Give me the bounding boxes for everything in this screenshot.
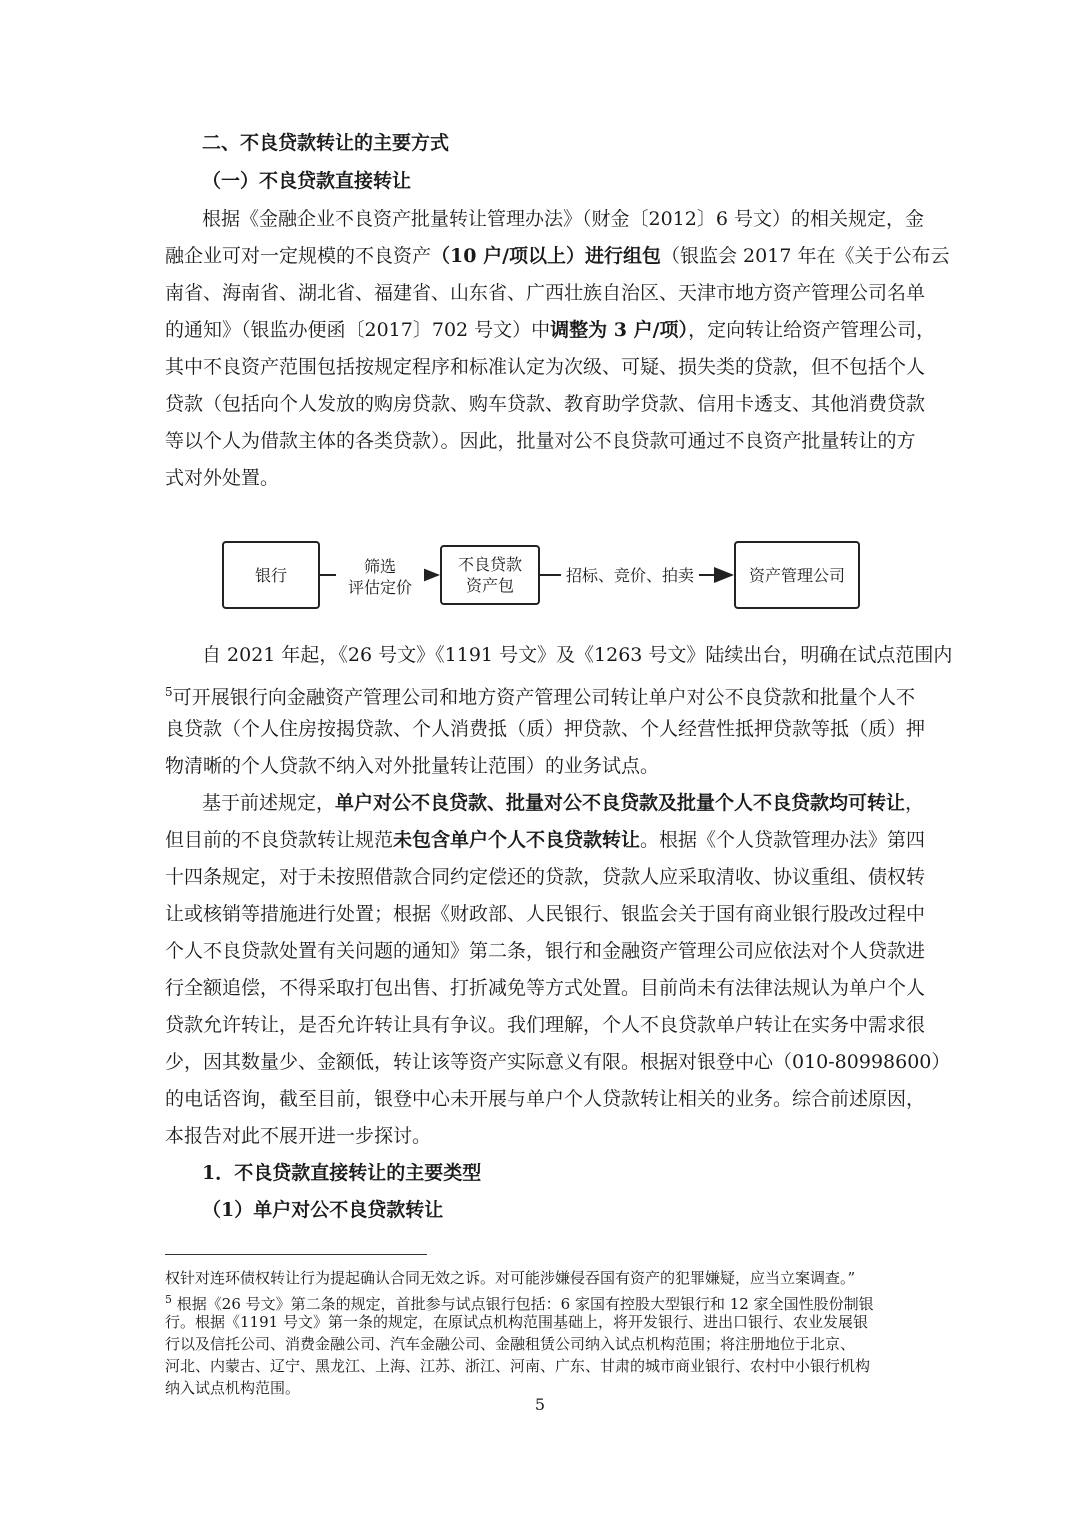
tender-label: 招标、竞价、拍卖 bbox=[561, 565, 699, 586]
text-line: 其中不良资产范围包括按规定程序和标准认定为次级、可疑、损失类的贷款，但不包括个人 bbox=[165, 356, 926, 378]
footnote-divider bbox=[165, 1254, 427, 1255]
text-line: 等以个人为借款主体的各类贷款）。因此，批量对公不良贷款可通过不良资产批量转让的方 bbox=[165, 430, 916, 452]
text-line: 行全额追偿，不得采取打包出售、打折减免等方式处置。目前尚未有法律法规认为单户个人 bbox=[165, 977, 926, 999]
text-line: $^5$可开展银行向金融资产管理公司和地方资产管理公司转让单户对公不良贷款和批量个人不 bbox=[165, 685, 915, 709]
footnote-5: $^5$ 根据《26 号文》第二条的规定，首批参与试点银行包括：6 家国有控股大型银行和 12 家全国性股份制银 bbox=[165, 1293, 874, 1313]
footnote-continuation: 权针对连环债权转让行为提起确认合同无效之诉。对可能涉嫌侵吞国有资产的犯罪嫌疑，应当立案调查。” bbox=[165, 1269, 856, 1287]
text-line: 物清晰的个人贷款不纳入对外批量转让范围）的业务试点。 bbox=[165, 755, 660, 777]
bold-text: （10 户/项以上）进行组包 bbox=[431, 245, 662, 267]
text-line: 式对外处置。 bbox=[165, 467, 280, 489]
text-line: 让或核销等措施进行处置；根据《财政部、人民银行、银监会关于国有商业银行股改过程中 bbox=[165, 903, 926, 925]
numbered-heading: 1．不良贷款直接转让的主要类型 bbox=[202, 1162, 482, 1184]
section-heading: 二、不良贷款转让的主要方式 bbox=[202, 132, 450, 154]
screening-label: 筛选 评估定价 bbox=[336, 556, 424, 598]
text-line: 贷款（包括向个人发放的购房贷款、购车贷款、教育助学贷款、信用卡透支、其他消费贷款 bbox=[165, 393, 926, 415]
footnote-line: 行以及信托公司、消费金融公司、汽车金融公司、金融租赁公司纳入试点机构范围；将注册地位于北京、 bbox=[165, 1335, 856, 1353]
footnote-line: 行。根据《1191 号文》第一条的规定，在原试点机构范围基础上，将开发银行、进出口银行、农业发展银 bbox=[165, 1313, 868, 1331]
text-line: 的电话咨询，截至目前，银登中心未开展与单户个人贷款转让相关的业务。综合前述原因， bbox=[165, 1088, 926, 1110]
footnote-ref[interactable]: 5 bbox=[165, 685, 173, 699]
text-line: 个人不良贷款处置有关问题的通知》第二条，银行和金融资产管理公司应依法对个人贷款进 bbox=[165, 940, 926, 962]
bold-text: 调整为 3 户/项） bbox=[550, 319, 689, 341]
text-line: 融企业可对一定规模的不良资产（10 户/项以上）进行组包（银监会 2017 年在《关于公布云 bbox=[165, 245, 950, 267]
footnote-mark: 5 bbox=[165, 1293, 172, 1306]
text-line: 十四条规定，对于未按照借款合同约定偿还的贷款，贷款人应采取清收、协议重组、债权转 bbox=[165, 866, 926, 888]
text-line: 的通知》（银监办便函〔2017〕702 号文）中调整为 3 户/项），定向转让给资产管理公司， bbox=[165, 319, 936, 341]
text-line: 良贷款（个人住房按揭贷款、个人消费抵（质）押贷款、个人经营性抵押贷款等抵（质）押 bbox=[165, 718, 926, 740]
page-number: 5 bbox=[534, 1395, 546, 1414]
bank-box: 银行 bbox=[222, 541, 320, 609]
text-line: 南省、海南省、湖北省、福建省、山东省、广西壮族自治区、天津市地方资产管理公司名单 bbox=[165, 282, 926, 304]
amc-box: 资产管理公司 bbox=[734, 541, 860, 609]
text-line: 根据《金融企业不良资产批量转让管理办法》（财金〔2012〕6 号文）的相关规定，金 bbox=[202, 208, 924, 230]
text-line: 本报告对此不展开进一步探讨。 bbox=[165, 1125, 432, 1147]
bold-text: 未包含单户个人不良贷款转让 bbox=[393, 829, 641, 851]
text-line: 自 2021 年起，《26 号文》《1191 号文》及《1263 号文》陆续出台，明确在试点范围内 bbox=[202, 644, 953, 666]
footnote-line: 河北、内蒙古、辽宁、黑龙江、上海、江苏、浙江、河南、广东、甘肃的城市商业银行、农村中小银行机构 bbox=[165, 1357, 871, 1375]
footnote-line: 纳入试点机构范围。 bbox=[165, 1379, 301, 1397]
asset-package-box: 不良贷款 资产包 bbox=[440, 545, 540, 605]
subsection-heading: （一）不良贷款直接转让 bbox=[202, 170, 412, 192]
text-line: 少，因其数量少、金额低，转让该等资产实际意义有限。根据对银登中心（010-80998600） bbox=[165, 1051, 951, 1073]
bold-text: 单户对公不良贷款、批量对公不良贷款及批量个人不良贷款均可转让 bbox=[335, 792, 906, 814]
text-line: 基于前述规定，单户对公不良贷款、批量对公不良贷款及批量个人不良贷款均可转让， bbox=[202, 792, 925, 814]
text-line: 贷款允许转让，是否允许转让具有争议。我们理解，个人不良贷款单户转让在实务中需求很 bbox=[165, 1014, 926, 1036]
numbered-subheading: （1）单户对公不良贷款转让 bbox=[202, 1199, 444, 1221]
text-line: 但目前的不良贷款转让规范未包含单户个人不良贷款转让。根据《个人贷款管理办法》第四 bbox=[165, 829, 926, 851]
flow-arrows bbox=[0, 0, 1080, 640]
